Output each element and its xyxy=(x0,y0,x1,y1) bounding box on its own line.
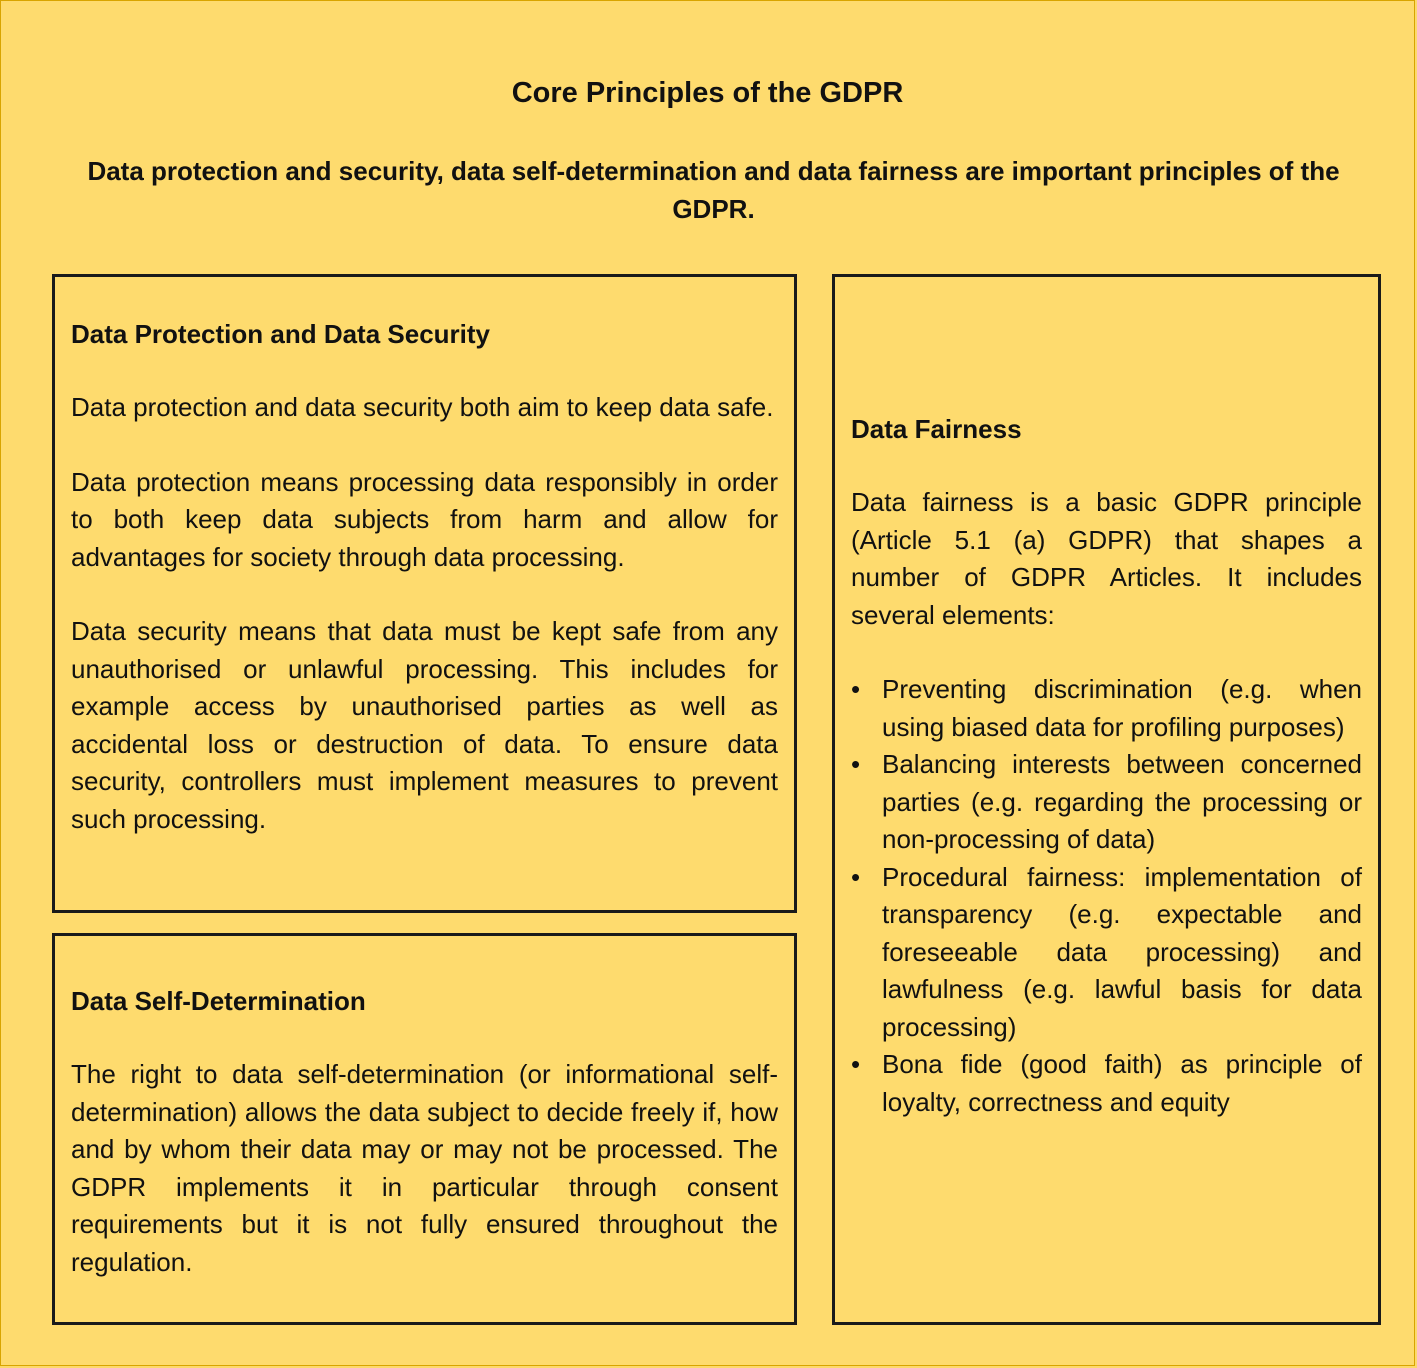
bullet-icon: • xyxy=(851,749,861,779)
data-fairness-intro: Data fairness is a basic GDPR principle (Article 5.1 (a) GDPR) that shapes a number of GDPR Articles. It includes several elements: xyxy=(851,487,1362,630)
data-self-determination-box xyxy=(52,933,797,1325)
bullet-icon: • xyxy=(851,861,861,892)
data-protection-paragraph: Data protection and data security both aim to keep data safe. xyxy=(71,392,774,422)
bullet-icon: • xyxy=(851,674,861,704)
data-self-determination-heading: Data Self-Determination xyxy=(71,986,366,1016)
list-item-text: Procedural fairness: implementation of transparency (e.g. expectable and foreseeable data processing) and lawfulness (e.g. lawful basis for data processing) xyxy=(882,861,1362,1042)
page-title: Core Principles of the GDPR xyxy=(511,77,904,109)
list-item-text: Balancing interests between concerned parties (e.g. regarding the processing or non-processing of data) xyxy=(882,749,1362,854)
list-item xyxy=(851,1046,1362,1121)
data-fairness-bullet-list xyxy=(851,671,1362,1121)
data-fairness-heading: Data Fairness xyxy=(851,414,1022,444)
page-subtitle: Data protection and security, data self-determination and data fairness are important principles of the GDPR. xyxy=(87,156,1340,224)
data-protection-heading: Data Protection and Data Security xyxy=(71,319,490,349)
list-item-text: Bona fide (good faith) as principle of loyalty, correctness and equity xyxy=(882,1049,1362,1117)
data-protection-box xyxy=(52,274,797,913)
list-item xyxy=(851,859,1362,1047)
data-protection-paragraph: Data protection means processing data responsibly in order to both keep data subjects from harm and allow for advantages for society through data processing. xyxy=(71,466,778,572)
data-fairness-box xyxy=(832,274,1381,1325)
data-security-paragraph: Data security means that data must be kept safe from any unauthorised or unlawful processing. This includes for example access by unauthorised parties as well as accidental loss or destruction of data. To ensure data security, controllers must implement measures to prevent such processing. xyxy=(71,616,778,834)
data-self-determination-paragraph: The right to data self-determination (or informational self-determination) allows the data subject to decide freely if, how and by whom their data may or may not be processed. The GDPR implements it in particular through consent requirements but it is not fully ensured throughout the regulation. xyxy=(71,1059,778,1277)
list-item xyxy=(851,671,1362,746)
list-item xyxy=(851,746,1362,859)
list-item-text: Preventing discrimination (e.g. when using biased data for profiling purposes) xyxy=(882,674,1362,742)
bullet-icon: • xyxy=(851,1049,861,1079)
